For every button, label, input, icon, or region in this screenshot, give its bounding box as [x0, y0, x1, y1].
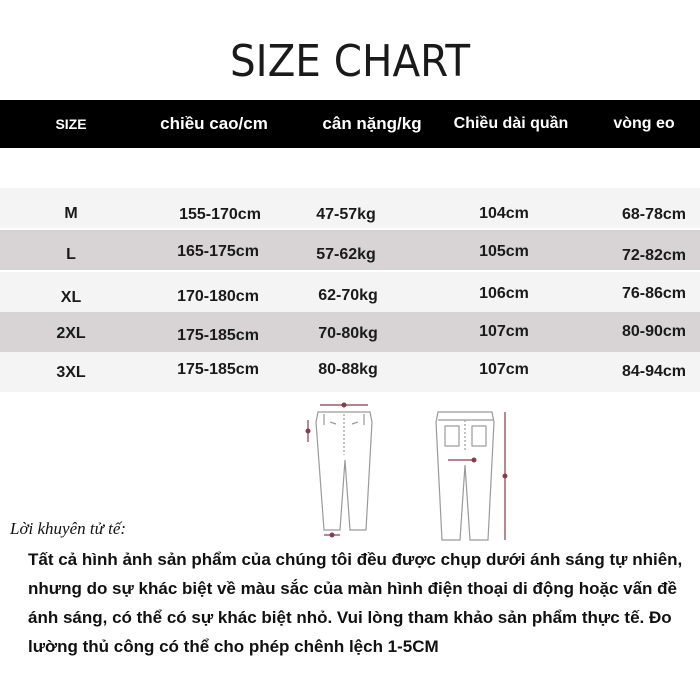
cell-height: 175-185cm [177, 327, 259, 344]
cell-size: XL [60, 289, 82, 306]
cell-size: M [64, 205, 78, 222]
cell-height: 165-175cm [177, 243, 259, 260]
pants-front-diagram [306, 403, 373, 538]
cell-waist: 80-90cm [621, 323, 687, 340]
table-row [0, 352, 700, 392]
table-row [0, 312, 700, 352]
advice-body: Tất cả hình ảnh sản phẩm của chúng tôi đều được chụp dưới ánh sáng tự nhiên, nhưng do sự khác biệt về màu sắc của màn hình điện thoại di động hoặc vấn đề ánh sáng, có thể có sự khác biệt nhỏ. Vui lòng tham khảo sản phẩm thực tế. Đo lường thủ công có thể cho phép chênh lệch 1-5CM [28, 550, 683, 656]
cell-waist: 84-94cm [621, 363, 687, 380]
cell-size: 2XL [56, 325, 86, 342]
cell-length: 107cm [479, 323, 529, 340]
header-waist: vòng eo [613, 115, 675, 132]
header-weight: cân nặng/kg [322, 114, 422, 133]
header-length: Chiều dài quần [453, 115, 569, 132]
cell-length: 106cm [479, 285, 529, 302]
cell-size: L [66, 246, 76, 263]
cell-weight: 80-88kg [318, 361, 378, 378]
cell-size: 3XL [56, 364, 86, 381]
cell-height: 155-170cm [179, 206, 261, 223]
cell-weight: 62-70kg [318, 287, 378, 304]
header-size: SIZE [55, 116, 87, 132]
cell-height: 170-180cm [177, 288, 259, 305]
header-height: chiều cao/cm [160, 114, 268, 133]
cell-length: 104cm [479, 205, 529, 222]
table-row [0, 188, 700, 228]
cell-weight: 70-80kg [318, 325, 378, 342]
cell-length: 105cm [479, 243, 529, 260]
cell-weight: 57-62kg [316, 246, 376, 263]
cell-weight: 47-57kg [316, 206, 376, 223]
cell-length: 107cm [479, 361, 529, 378]
table-row [0, 230, 700, 270]
table-row [0, 272, 700, 312]
pants-diagram [300, 390, 520, 550]
advice-heading: Lời khuyên tử tế: [10, 519, 127, 538]
cell-waist: 76-86cm [621, 285, 687, 302]
cell-waist: 72-82cm [621, 247, 687, 264]
table-header [0, 100, 700, 148]
cell-height: 175-185cm [177, 361, 259, 378]
cell-waist: 68-78cm [621, 206, 687, 223]
pants-back-diagram [436, 412, 508, 540]
page-title: SIZE CHART [229, 36, 471, 87]
